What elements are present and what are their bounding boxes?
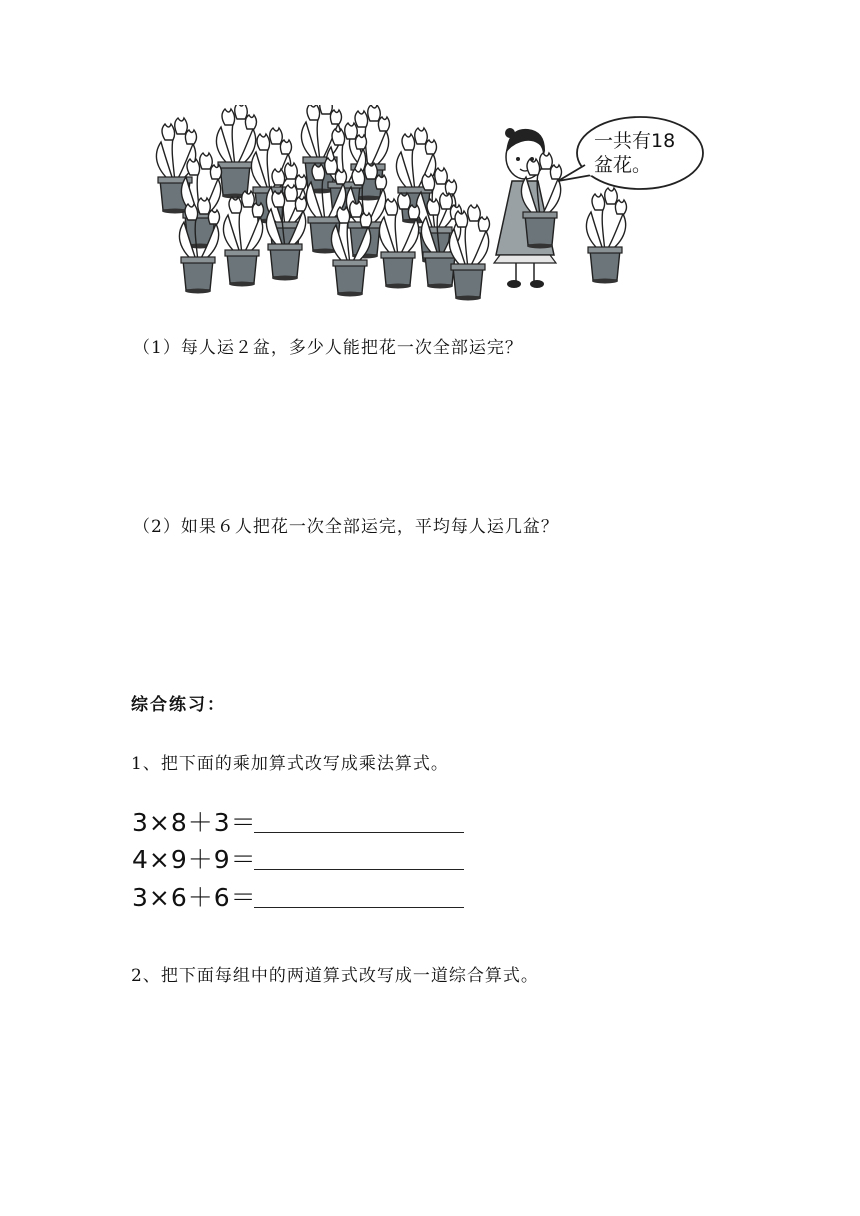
task-2-instruction: 2、把下面每组中的两道算式改写成一道综合算式。 [131,966,539,986]
question-1: （1）每人运２盆，多少人能把花一次全部运完？ [133,338,523,358]
question-2: （2）如果６人把花一次全部运完，平均每人运几盆？ [133,517,559,537]
equation-text: 3×8＋3＝ [132,808,257,837]
flower-pots-illustration [140,105,720,305]
equation-text: 3×6＋6＝ [132,883,257,912]
equation-text: 4×9＋9＝ [132,845,257,874]
speech-bubble-line2: 盆花。 [594,154,652,176]
answer-blank[interactable] [254,832,464,833]
speech-bubble-line1: 一共有18 [594,130,676,152]
answer-blank[interactable] [254,869,464,870]
equation-row [132,842,257,878]
answer-blank[interactable] [254,907,464,908]
speech-bubble [558,117,703,189]
task-1-instruction: 1、把下面的乘加算式改写成乘法算式。 [131,754,449,774]
equation-row [132,805,257,841]
section-title: 综合练习： [131,695,226,715]
equation-row [132,880,257,916]
